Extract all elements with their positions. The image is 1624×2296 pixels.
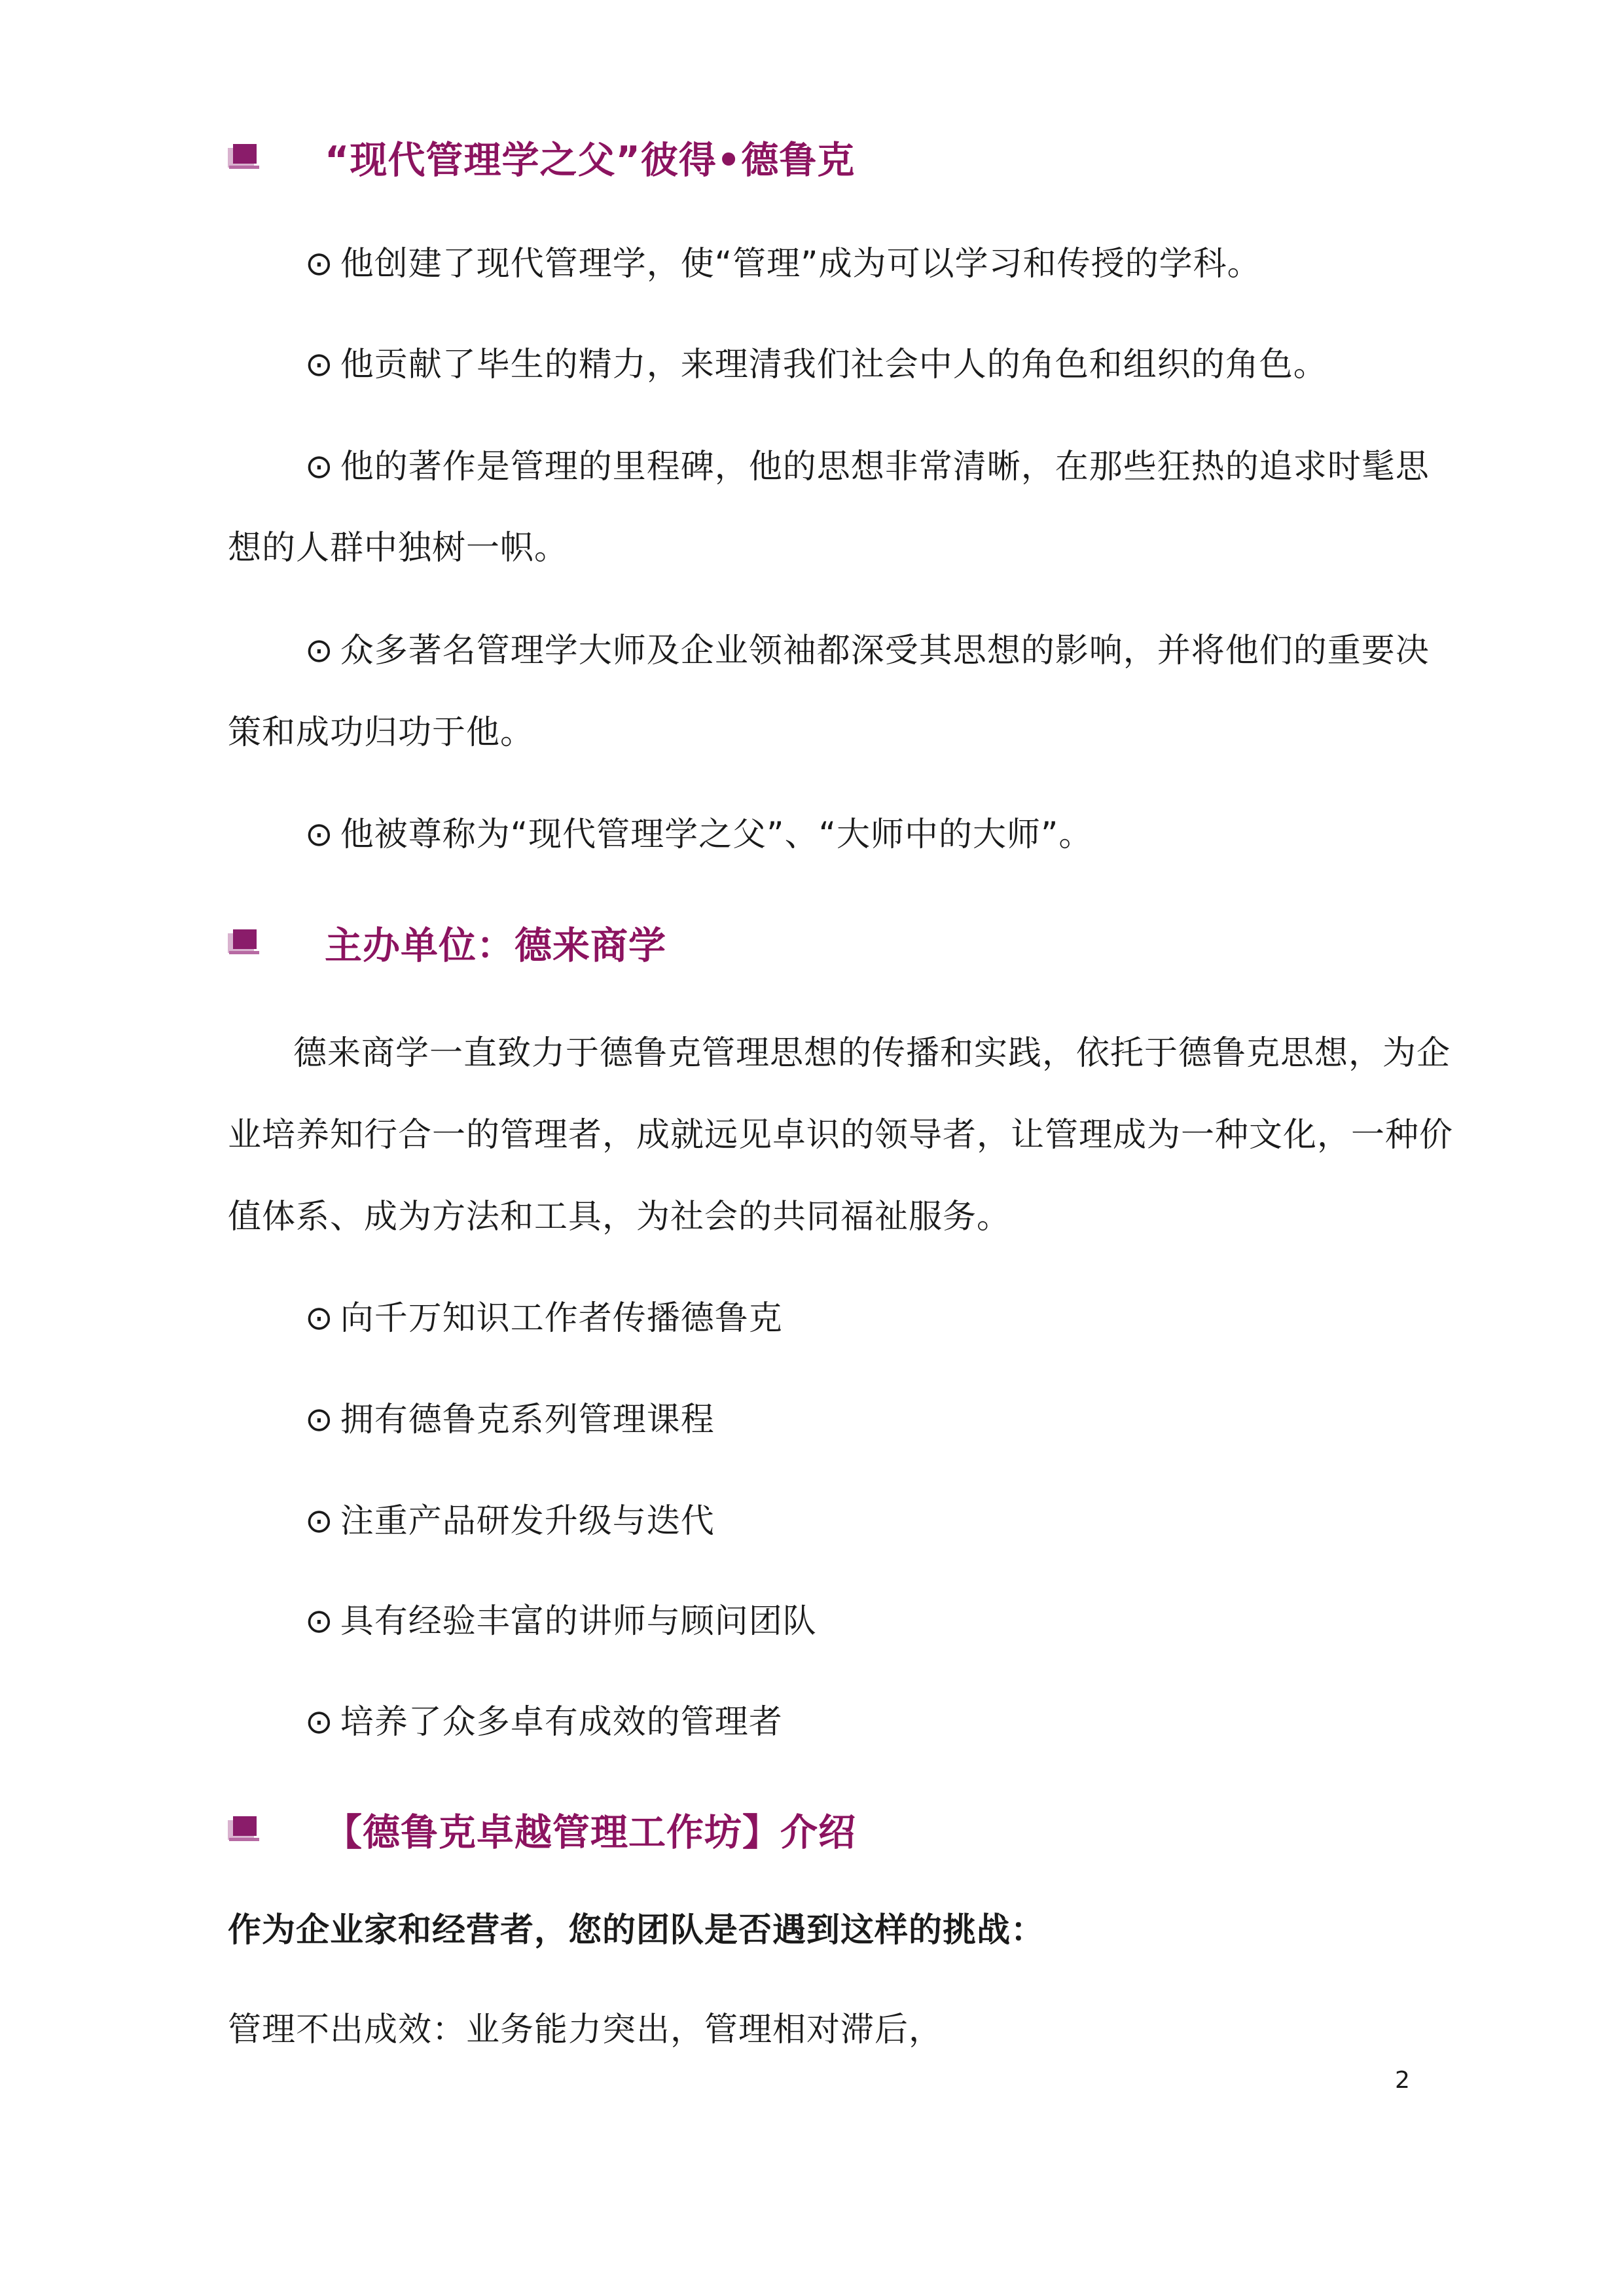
bullet-mark-icon: ⊙ <box>305 1401 334 1439</box>
section-heading-organizer <box>228 913 666 972</box>
heading-text: 【德鲁克卓越管理工作坊】介绍 <box>325 1811 856 1854</box>
bullet-item <box>305 1401 715 1440</box>
bullet-item <box>305 632 1430 671</box>
bullet-mark-icon: ⊙ <box>305 1299 334 1338</box>
section-heading-workshop <box>228 1800 856 1859</box>
bullet-text: 众多著名管理学大师及企业领袖都深受其思想的影响，并将他们的重要决 <box>340 632 1430 670</box>
bullet-mark-icon: ⊙ <box>305 448 334 486</box>
bullet-mark-icon: ⊙ <box>305 1703 334 1742</box>
bullet-mark-icon: ⊙ <box>305 1502 334 1541</box>
bullet-item <box>305 1703 783 1742</box>
paragraph-line: 德来商学一直致力于德鲁克管理思想的传播和实践，依托于德鲁克思想，为企 <box>293 1034 1451 1073</box>
bullet-item <box>305 1502 715 1541</box>
bullet-item <box>305 1602 817 1641</box>
bullet-text: 注重产品研发升级与迭代 <box>340 1502 715 1541</box>
bold-question-line: 作为企业家和经营者，您的团队是否遇到这样的挑战： <box>228 1911 1045 1950</box>
heading-text: 主办单位：德来商学 <box>325 924 666 967</box>
monitor-icon <box>228 144 261 170</box>
bullet-item <box>305 245 1261 284</box>
bullet-text: 具有经验丰富的讲师与顾问团队 <box>340 1602 817 1641</box>
paragraph-line: 值体系、成为方法和工具，为社会的共同福祉服务。 <box>228 1198 1011 1236</box>
bullet-mark-icon: ⊙ <box>305 816 334 854</box>
bullet-mark-icon: ⊙ <box>305 245 334 283</box>
bullet-text: 他被尊称为“现代管理学之父”、“大师中的大师”。 <box>340 816 1093 854</box>
heading-text: “现代管理学之父”彼得•德鲁克 <box>325 139 856 182</box>
bullet-continuation: 策和成功归功于他。 <box>228 713 535 752</box>
bullet-item <box>305 1299 783 1338</box>
bullet-item <box>305 816 1092 855</box>
bullet-text: 他的著作是管理的里程碑，他的思想非常清晰，在那些狂热的追求时髦思 <box>340 448 1430 486</box>
monitor-icon <box>228 1816 261 1842</box>
bullet-item <box>305 448 1430 487</box>
bullet-text: 他贡献了毕生的精力，来理清我们社会中人的角色和组织的角色。 <box>340 346 1327 384</box>
bullet-mark-icon: ⊙ <box>305 346 334 384</box>
section-heading-drucker <box>228 128 855 187</box>
bullet-text: 培养了众多卓有成效的管理者 <box>340 1703 783 1742</box>
bullet-text: 向千万知识工作者传播德鲁克 <box>340 1299 783 1338</box>
paragraph-line: 管理不出成效：业务能力突出，管理相对滞后， <box>228 2011 943 2049</box>
bullet-continuation: 想的人群中独树一帜。 <box>228 529 569 567</box>
monitor-icon <box>228 929 261 956</box>
bullet-text: 他创建了现代管理学，使“管理”成为可以学习和传授的学科。 <box>340 245 1261 283</box>
bullet-mark-icon: ⊙ <box>305 1602 334 1641</box>
bullet-mark-icon: ⊙ <box>305 632 334 670</box>
bullet-item <box>305 346 1327 385</box>
bullet-text: 拥有德鲁克系列管理课程 <box>340 1401 715 1439</box>
paragraph-line: 业培养知行合一的管理者，成就远见卓识的领导者，让管理成为一种文化，一种价 <box>228 1116 1454 1155</box>
page-number: 2 <box>1395 2067 1410 2094</box>
